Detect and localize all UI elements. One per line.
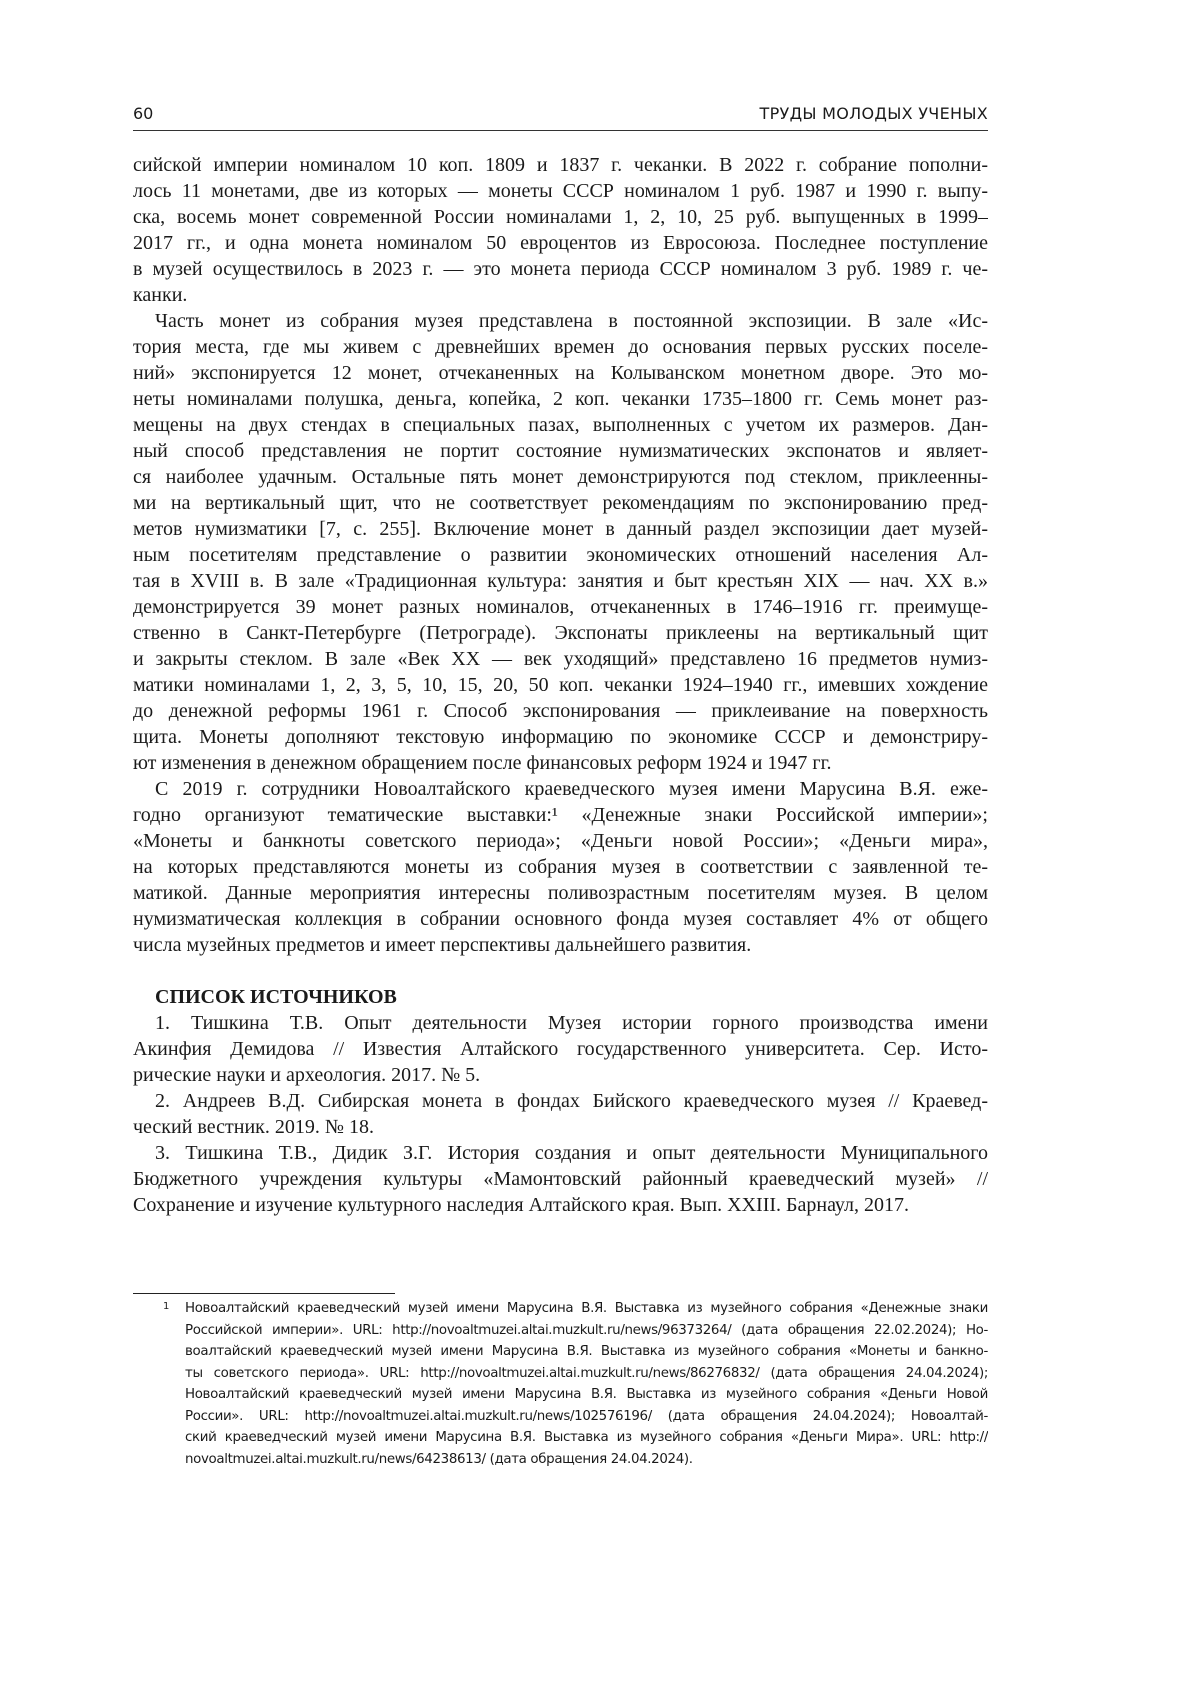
paragraph — [133, 152, 988, 308]
text-line: сийской империи номиналом 10 коп. 1809 и 1837 г. чеканки. В 2022 г. собрание пополни- — [133, 152, 988, 178]
text-line: нумизматическая коллекция в собрании основного фонда музея составляет 4% от общего — [133, 906, 988, 932]
text-line: щита. Монеты дополняют текстовую информацию по экономике СССР и демонстриру- — [133, 724, 988, 750]
text-line: лось 11 монетами, две из которых — монеты СССР номиналом 1 руб. 1987 и 1990 г. выпу- — [133, 178, 988, 204]
footnote-mark: 1 — [163, 1296, 169, 1318]
text-line: метов нумизматики [7, с. 255]. Включение монет в данный раздел экспозиции дает музей- — [133, 516, 988, 542]
paragraph — [133, 776, 988, 958]
text-line: 2017 гг., и одна монета номиналом 50 евроцентов из Евросоюза. Последнее поступление — [133, 230, 988, 256]
main-text — [133, 152, 988, 1218]
footnote-line: Новоалтайский краеведческий музей имени Марусина В.Я. Выставка из музейного собрания «Денежные знаки — [185, 1298, 988, 1320]
text-line: 2. Андреев В.Д. Сибирская монета в фондах Бийского краеведческого музея // Краевед- — [133, 1088, 988, 1114]
text-line: тая в XVIII в. В зале «Традиционная культура: занятия и быт крестьян XIX — нач. XX в.» — [133, 568, 988, 594]
text-line: и закрыты стеклом. В зале «Век XX — век уходящий» представлено 16 предметов нумиз- — [133, 646, 988, 672]
text-line: неты номиналами полушка, деньга, копейка, 2 коп. чеканки 1735–1800 гг. Семь монет раз- — [133, 386, 988, 412]
text-line: матики номиналами 1, 2, 3, 5, 10, 15, 20, 50 коп. чеканки 1924–1940 гг., имевших хождение — [133, 672, 988, 698]
sources-list — [133, 1010, 988, 1218]
text-line: до денежной реформы 1961 г. Способ экспонирования — приклеивание на поверхность — [133, 698, 988, 724]
source-item — [133, 1140, 988, 1218]
text-line: ный способ представления не портит состояние нумизматических экспонатов и являет- — [133, 438, 988, 464]
paragraph — [133, 308, 988, 776]
text-line: Сохранение и изучение культурного наследия Алтайского края. Вып. XXIII. Барнаул, 2017. — [133, 1192, 988, 1218]
text-line: рические науки и археология. 2017. № 5. — [133, 1062, 988, 1088]
footnote-line: ский краеведческий музей имени Марусина В.Я. Выставка из музейного собрания «Деньги Мира». URL: http:// — [185, 1427, 988, 1449]
text-line: Часть монет из собрания музея представлена в постоянной экспозиции. В зале «Ис- — [133, 308, 988, 334]
text-line: в музей осуществилось в 2023 г. — это монета периода СССР номиналом 3 руб. 1989 г. че- — [133, 256, 988, 282]
text-line: ческий вестник. 2019. № 18. — [133, 1114, 988, 1140]
text-line: на которых представляются монеты из собрания музея в соответствии с заявленной те- — [133, 854, 988, 880]
text-line: ний» экспонируется 12 монет, отчеканенных на Колыванском монетном дворе. Это мо- — [133, 360, 988, 386]
footnote-line: Российской империи». URL: http://novoaltmuzei.altai.muzkult.ru/news/96373264/ (дата обращения 22.02.2024); Но- — [185, 1320, 988, 1342]
body-paragraphs — [133, 152, 988, 958]
source-item — [133, 1010, 988, 1088]
footnote-line: России». URL: http://novoaltmuzei.altai.muzkult.ru/news/102576196/ (дата обращения 24.04.2024); Новоалтай- — [185, 1406, 988, 1428]
source-item — [133, 1088, 988, 1140]
footnote-line: воалтайский краеведческий музей имени Марусина В.Я. Выставка из музейного собрания «Монеты и банкно- — [185, 1341, 988, 1363]
text-line: Бюджетного учреждения культуры «Мамонтовский районный краеведческий музей» // — [133, 1166, 988, 1192]
text-line: С 2019 г. сотрудники Новоалтайского краеведческого музея имени Марусина В.Я. еже- — [133, 776, 988, 802]
footnote — [185, 1298, 988, 1470]
footnote-line: novoaltmuzei.altai.muzkult.ru/news/64238613/ (дата обращения 24.04.2024). — [185, 1449, 988, 1471]
footnote-line: ты советского периода». URL: http://novoaltmuzei.altai.muzkult.ru/news/86276832/ (дата обращения 24.04.2024); — [185, 1363, 988, 1385]
footnote-divider — [133, 1293, 395, 1294]
text-line: ным посетителям представление о развитии экономических отношений населения Ал- — [133, 542, 988, 568]
text-line: ют изменения в денежном обращением после финансовых реформ 1924 и 1947 гг. — [133, 750, 988, 776]
text-line: ственно в Санкт-Петербурге (Петрограде). Экспонаты приклеены на вертикальный щит — [133, 620, 988, 646]
text-line: тория места, где мы живем с древнейших времен до основания первых русских поселе- — [133, 334, 988, 360]
text-line: матикой. Данные мероприятия интересны поливозрастным посетителям музея. В целом — [133, 880, 988, 906]
text-line: мещены на двух стендах в специальных пазах, выполненных с учетом их размеров. Дан- — [133, 412, 988, 438]
text-line: ми на вертикальный щит, что не соответствует рекомендациям по экспонированию пред- — [133, 490, 988, 516]
running-title: ТРУДЫ МОЛОДЫХ УЧЕНЫХ — [760, 104, 989, 123]
text-line: Акинфия Демидова // Известия Алтайского государственного университета. Сер. Исто- — [133, 1036, 988, 1062]
text-line: «Монеты и банкноты советского периода»; «Деньги новой России»; «Деньги мира», — [133, 828, 988, 854]
text-line: канки. — [133, 282, 988, 308]
text-line: ска, восемь монет современной России номиналами 1, 2, 10, 25 руб. выпущенных в 1999– — [133, 204, 988, 230]
page-number: 60 — [133, 104, 153, 123]
text-line: числа музейных предметов и имеет перспективы дальнейшего развития. — [133, 932, 988, 958]
text-line: демонстрируется 39 монет разных номиналов, отчеканенных в 1746–1916 гг. преимуще- — [133, 594, 988, 620]
page-header — [133, 100, 988, 131]
text-line: 1. Тишкина Т.В. Опыт деятельности Музея истории горного производства имени — [133, 1010, 988, 1036]
sources-heading: СПИСОК ИСТОЧНИКОВ — [133, 984, 988, 1010]
text-line: ся наиболее удачным. Остальные пять монет демонстрируются под стеклом, приклеенны- — [133, 464, 988, 490]
text-line: 3. Тишкина Т.В., Дидик З.Г. История создания и опыт деятельности Муниципального — [133, 1140, 988, 1166]
footnote-text — [185, 1298, 988, 1470]
text-line: годно организуют тематические выставки:¹ «Денежные знаки Российской империи»; — [133, 802, 988, 828]
footnote-line: Новоалтайский краеведческий музей имени Марусина В.Я. Выставка из музейного собрания «Деньги Новой — [185, 1384, 988, 1406]
